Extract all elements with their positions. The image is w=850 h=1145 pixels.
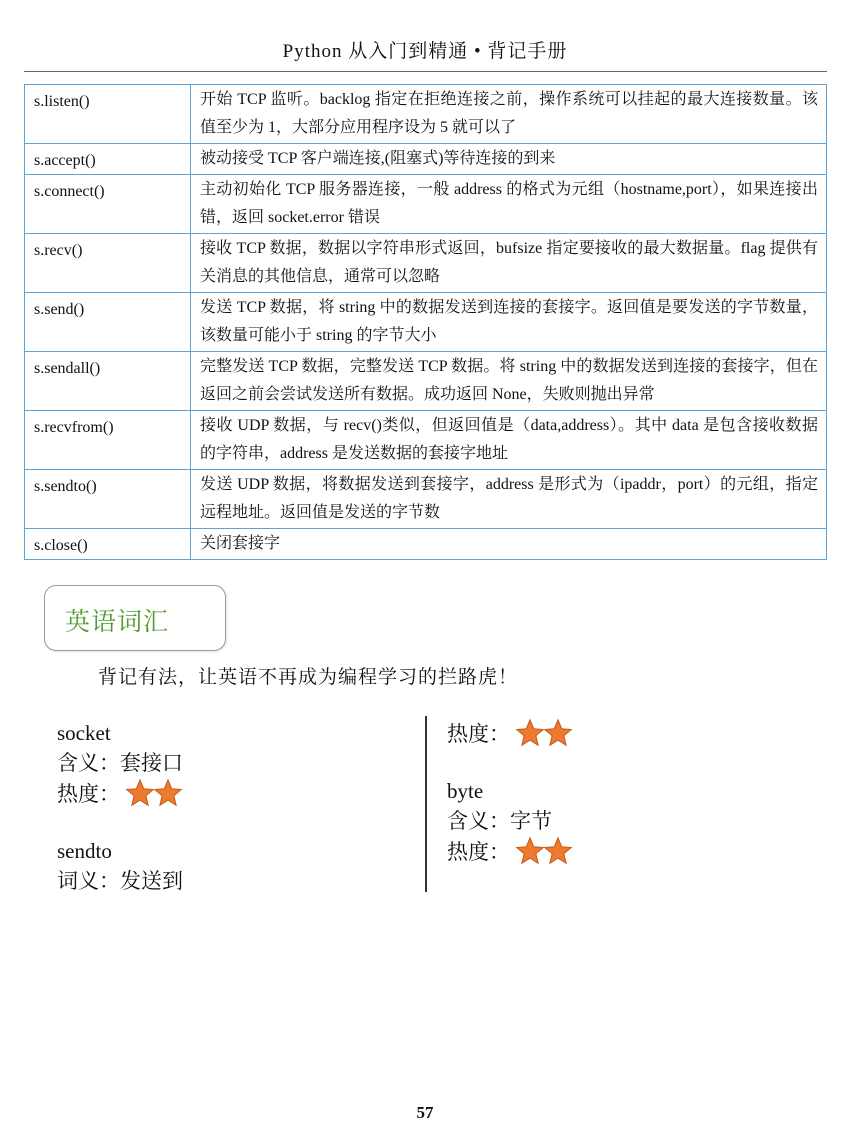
star-icon [542,836,574,866]
heat-label: 热度： [57,782,120,806]
method-cell: s.recvfrom() [25,411,191,470]
heat-rating [124,778,180,816]
description-cell: 开始 TCP 监听。backlog 指定在拒绝连接之前，操作系统可以挂起的最大连接数量。该值至少为 1，大部分应用程序设为 5 就可以了 [191,85,827,144]
meaning-label: 词义： [57,869,120,893]
heat-rating [514,836,570,874]
table-row [25,529,827,560]
method-cell: s.sendto() [25,470,191,529]
table-row [25,293,827,352]
meaning-label: 含义： [57,751,120,775]
heat-label: 热度： [447,840,510,864]
vocab-meaning: 字节 [510,809,552,833]
section-title: 英语词汇 [65,609,170,636]
vocab-meaning-line [447,806,570,836]
vocab-heat-line [447,718,570,748]
table-row [25,234,827,293]
method-cell: s.close() [25,529,191,560]
vocab-heat-line [447,836,570,866]
description-cell: 被动接受 TCP 客户端连接,(阻塞式)等待连接的到来 [191,144,827,175]
method-cell: s.send() [25,293,191,352]
table-row [25,352,827,411]
section-motto: 背记有法，让英语不再成为编程学习的拦路虎！ [98,667,519,688]
vocab-meaning: 套接口 [120,751,183,775]
vocab-column-left [57,718,183,896]
description-cell: 关闭套接字 [191,529,827,560]
table-row [25,85,827,144]
method-cell: s.connect() [25,175,191,234]
api-table [24,84,827,560]
description-cell: 接收 TCP 数据，数据以字符串形式返回，bufsize 指定要接收的最大数据量。flag 提供有关消息的其他信息，通常可以忽略 [191,234,827,293]
table-row [25,144,827,175]
vocab-word: socket [57,721,111,745]
vocab-word: sendto [57,839,112,863]
heat-rating [514,718,570,756]
table-row [25,175,827,234]
vocab-word: byte [447,779,484,803]
method-cell: s.recv() [25,234,191,293]
star-icon [152,778,184,808]
vocab-meaning-line [57,866,183,896]
description-cell: 发送 TCP 数据，将 string 中的数据发送到连接的套接字。返回值是要发送的字节数量，该数量可能小于 string 的字节大小 [191,293,827,352]
column-divider [425,716,427,892]
method-cell: s.accept() [25,144,191,175]
table-row [25,411,827,470]
page-number: 57 [416,1103,434,1122]
vocab-heat-line [57,778,183,808]
method-cell: s.listen() [25,85,191,144]
star-icon [542,718,574,748]
description-cell: 接收 UDP 数据，与 recv()类似，但返回值是（data,address）。其中 data 是包含接收数据的字符串，address 是发送数据的套接字地址 [191,411,827,470]
header-rule [24,71,827,72]
section-heading-box [44,585,226,651]
heat-label: 热度： [447,722,510,746]
description-cell: 完整发送 TCP 数据，完整发送 TCP 数据。将 string 中的数据发送到连接的套接字，但在返回之前会尝试发送所有数据。成功返回 None，失败则抛出异常 [191,352,827,411]
vocab-meaning: 发送到 [120,869,183,893]
method-cell: s.sendall() [25,352,191,411]
description-cell: 主动初始化 TCP 服务器连接，一般 address 的格式为元组（hostname,port），如果连接出错，返回 socket.error 错误 [191,175,827,234]
meaning-label: 含义： [447,809,510,833]
vocab-meaning-line [57,748,183,778]
vocab-column-right [447,718,570,866]
description-cell: 发送 UDP 数据，将数据发送到套接字，address 是形式为（ipaddr，port）的元组，指定远程地址。返回值是发送的字节数 [191,470,827,529]
page-header: Python 从入门到精通 • 背记手册 [282,41,568,62]
table-row [25,470,827,529]
